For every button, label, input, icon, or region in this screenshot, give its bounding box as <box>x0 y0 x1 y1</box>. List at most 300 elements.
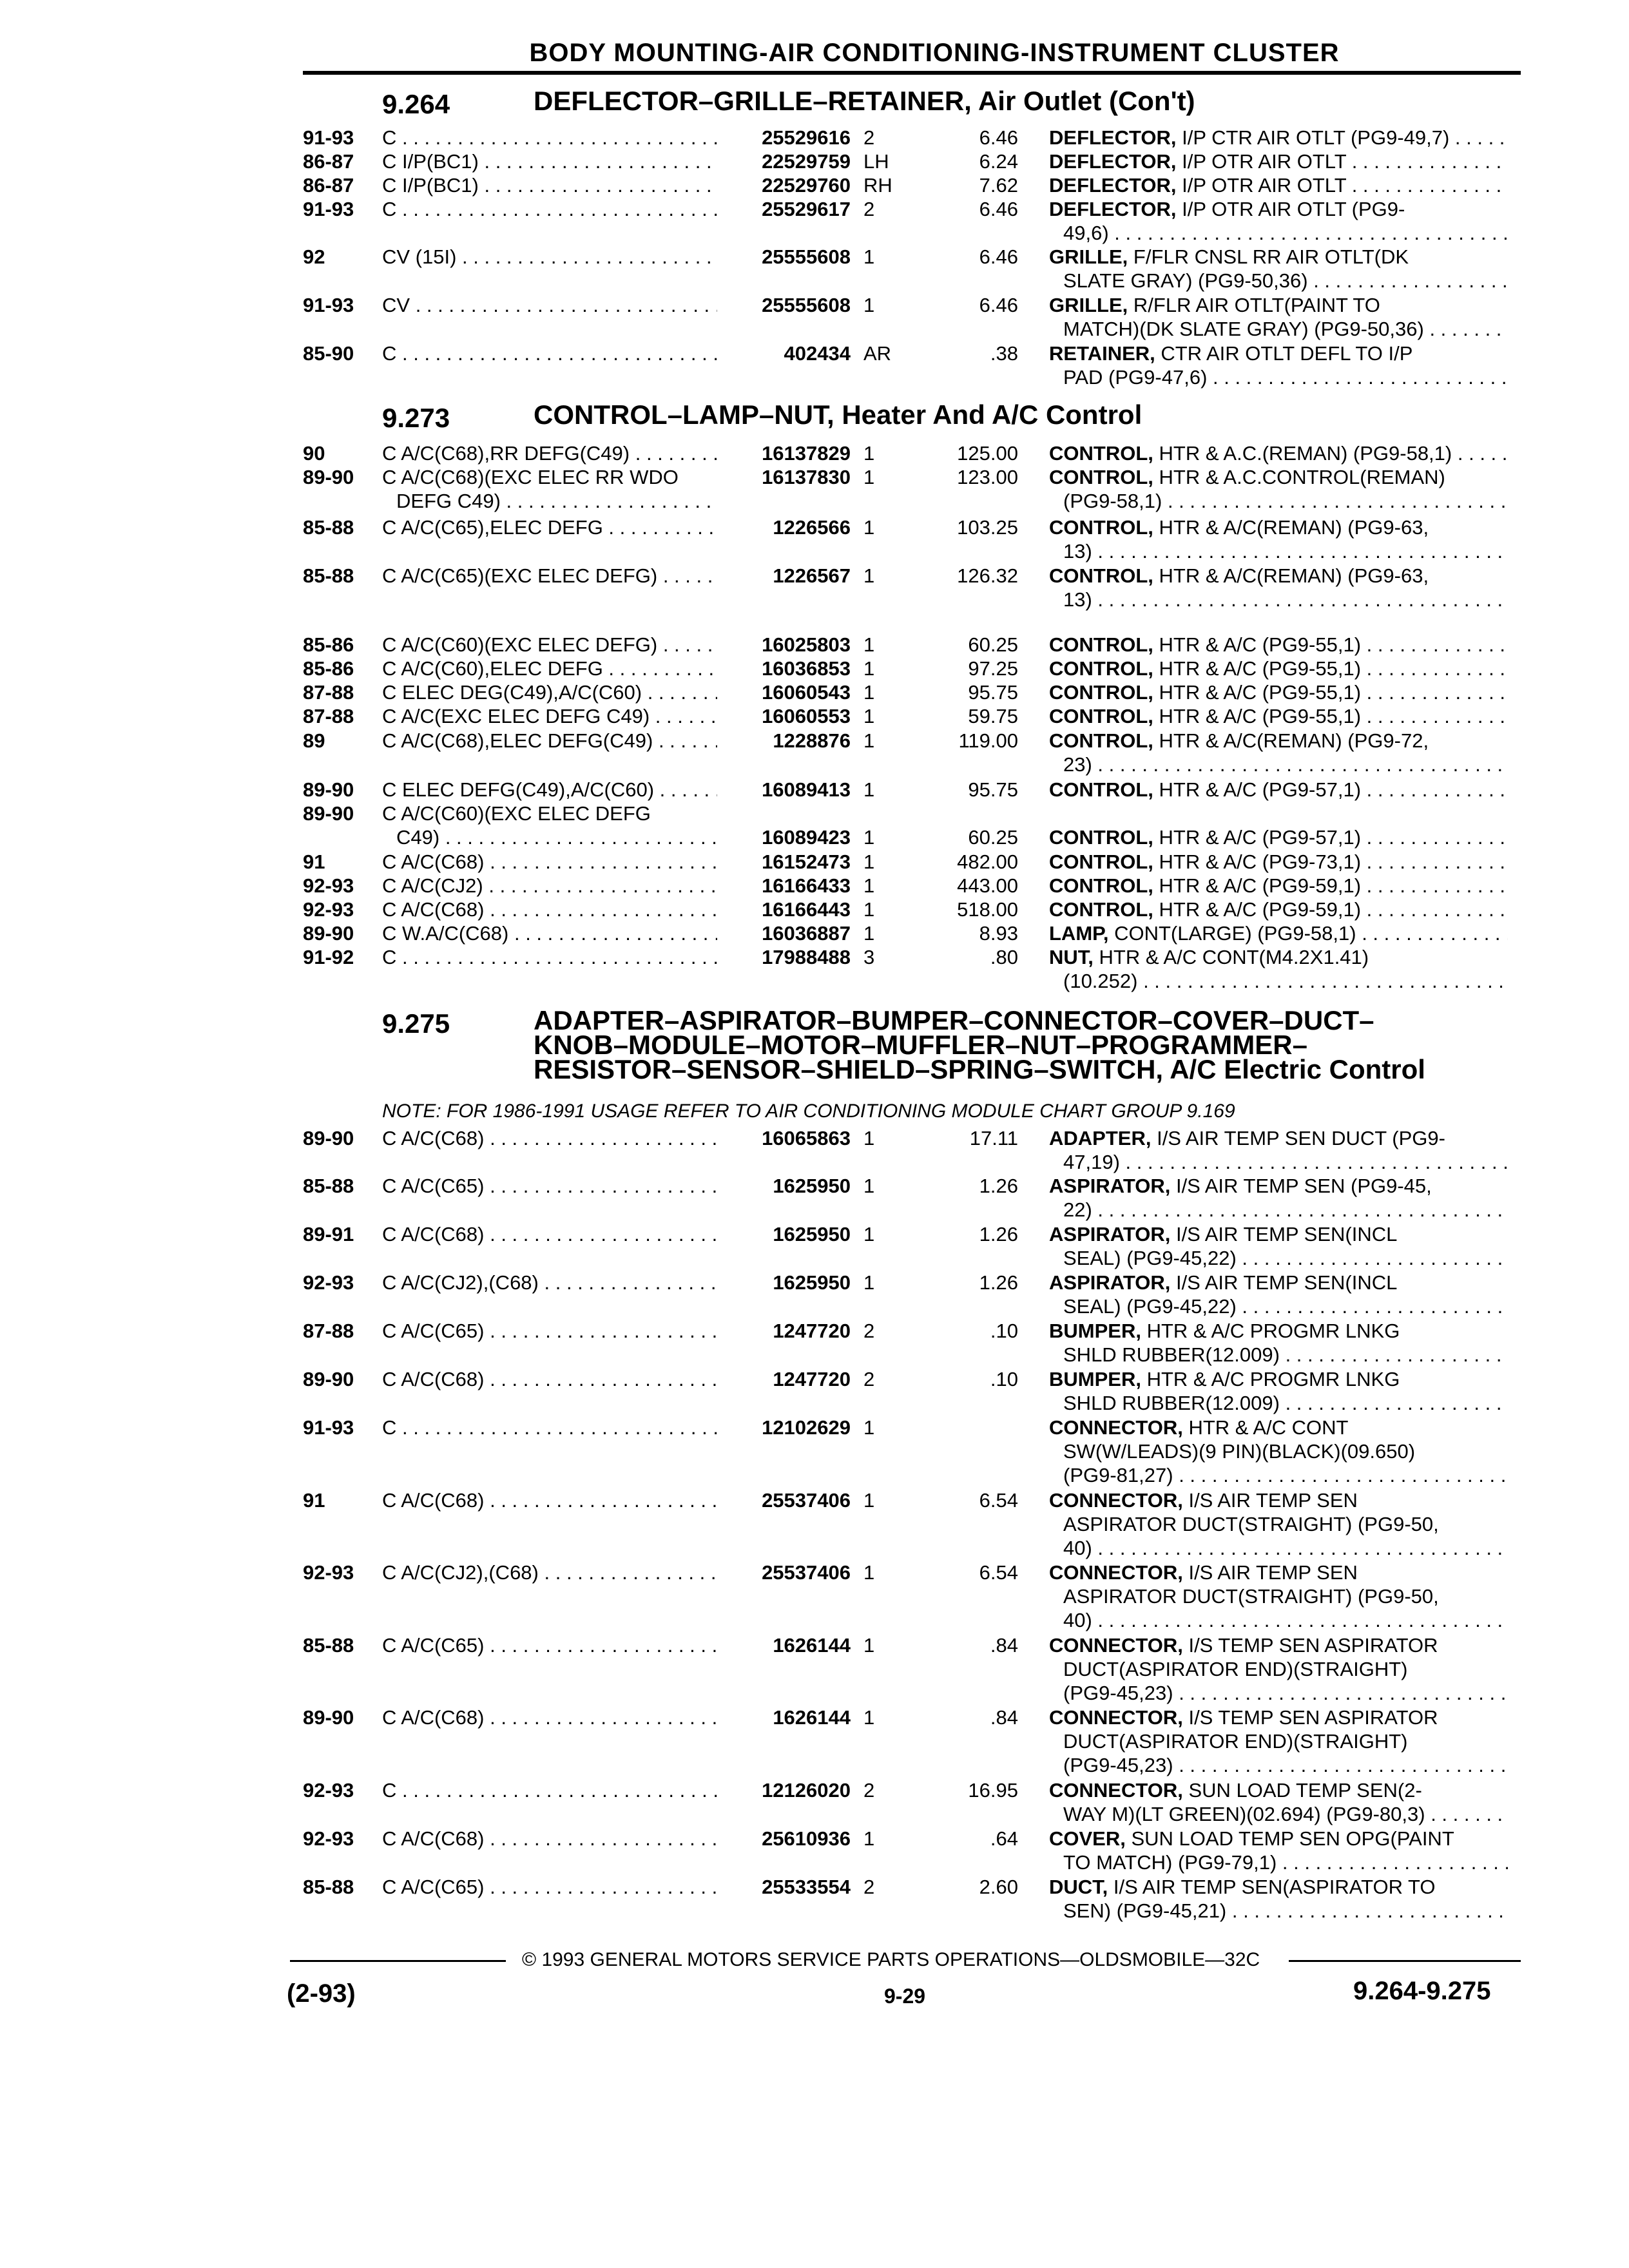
model-years: 92 <box>303 245 325 268</box>
application-line <box>382 704 717 728</box>
application <box>382 921 717 945</box>
application <box>382 197 717 221</box>
part-name: RETAINER, <box>1049 342 1155 365</box>
application-line <box>382 245 717 269</box>
application <box>382 341 717 365</box>
application-text: C <box>382 946 397 968</box>
application <box>382 1416 717 1439</box>
part-number: 16036887 <box>762 922 851 945</box>
description <box>1049 465 1508 513</box>
description-line <box>1049 921 1508 945</box>
price: 482.00 <box>957 850 1018 873</box>
description-text: SW(W/LEADS)(9 PIN)(BLACK)(09.650) <box>1063 1440 1416 1463</box>
application-text: C A/C(EXC ELEC DEFG C49) <box>382 705 650 727</box>
description-line <box>1049 1827 1508 1850</box>
part-name: CONTROL, <box>1049 633 1153 656</box>
model-years: 87-88 <box>303 705 354 727</box>
description <box>1049 850 1508 874</box>
part-name: CONTROL, <box>1049 681 1153 704</box>
application-text: C A/C(C65),ELEC DEFG <box>382 516 603 539</box>
description-line <box>1049 1778 1508 1802</box>
model-years: 91-93 <box>303 126 354 149</box>
description-line <box>1049 1899 1508 1923</box>
application-text: C A/C(C60)(EXC ELEC DEFG <box>382 802 651 825</box>
quantity: 1 <box>863 1634 875 1657</box>
description-line <box>1049 1512 1508 1536</box>
description-text: SEAL) (PG9-45,22) <box>1063 1295 1237 1318</box>
description-text: SHLD RUBBER(12.009) <box>1063 1392 1280 1414</box>
leader-dots <box>642 681 717 704</box>
leader-dots <box>1361 826 1508 849</box>
description <box>1049 1319 1508 1367</box>
part-name: LAMP, <box>1049 922 1109 945</box>
description-text: HTR & A/C PROGMR LNKG <box>1146 1368 1400 1390</box>
model-years: 89-90 <box>303 778 354 801</box>
leader-dots <box>484 1223 717 1245</box>
description-line <box>1049 729 1508 753</box>
application <box>382 778 717 802</box>
model-years: 91 <box>303 850 325 873</box>
description <box>1049 1271 1508 1318</box>
leader-dots <box>650 705 717 727</box>
leader-dots <box>484 1876 717 1898</box>
part-name: DUCT, <box>1049 1876 1108 1898</box>
part-number: 25529616 <box>762 126 851 149</box>
part-name: COVER, <box>1049 1827 1126 1850</box>
description-text: 22) <box>1063 1198 1092 1221</box>
leader-dots <box>396 1416 717 1439</box>
application-text: C <box>382 342 397 365</box>
leader-dots <box>1173 1682 1508 1704</box>
part-number: 25529617 <box>762 198 851 220</box>
application-text: C A/C(C68)(EXC ELEC RR WDO <box>382 466 679 488</box>
part-name: DEFLECTOR, <box>1049 174 1177 197</box>
leader-dots <box>1162 490 1508 512</box>
model-years: 92-93 <box>303 1561 354 1584</box>
model-years: 85-86 <box>303 633 354 656</box>
description-line <box>1049 704 1508 728</box>
part-number: 1626144 <box>773 1634 851 1657</box>
quantity: 1 <box>863 729 875 752</box>
part-number: 16137830 <box>762 466 851 488</box>
price: 6.46 <box>979 245 1018 268</box>
application-line <box>382 1827 717 1850</box>
description-text: CTR AIR OTLT DEFL TO I/P <box>1161 342 1413 365</box>
part-name: DEFLECTOR, <box>1049 198 1177 220</box>
model-years: 91-93 <box>303 198 354 220</box>
part-name: CONTROL, <box>1049 564 1153 587</box>
application-line <box>382 1174 717 1198</box>
quantity: 2 <box>863 198 875 220</box>
description-text: DUCT(ASPIRATOR END)(STRAIGHT) <box>1063 1658 1408 1680</box>
application-text: C A/C(C65) <box>382 1634 485 1657</box>
quantity: 1 <box>863 1706 875 1729</box>
application <box>382 657 717 680</box>
description-text: HTR & A/C (PG9-57,1) <box>1159 826 1362 849</box>
description-line <box>1049 173 1508 197</box>
description-text: ASPIRATOR DUCT(STRAIGHT) (PG9-50, <box>1063 1585 1439 1608</box>
application <box>382 126 717 149</box>
price: .84 <box>990 1634 1018 1657</box>
description-line <box>1049 1729 1508 1753</box>
model-years: 85-88 <box>303 516 354 539</box>
price: 2.60 <box>979 1876 1018 1898</box>
part-name: CONTROL, <box>1049 898 1153 921</box>
price: 97.25 <box>968 657 1018 680</box>
description-text: R/FLR AIR OTLT(PAINT TO <box>1133 294 1380 316</box>
description-line <box>1049 778 1508 802</box>
application-line <box>382 898 717 921</box>
price: 1.26 <box>979 1175 1018 1197</box>
quantity: 1 <box>863 874 875 897</box>
application-line <box>382 1222 717 1246</box>
application-text: C A/C(C65) <box>382 1320 485 1342</box>
leader-dots <box>396 126 717 149</box>
application-text: CV <box>382 294 410 316</box>
description <box>1049 1875 1508 1923</box>
description-text: I/P OTR AIR OTLT (PG9- <box>1182 198 1405 220</box>
application-line <box>382 657 717 680</box>
part-number: 16065863 <box>762 1127 851 1149</box>
description-line <box>1049 1488 1508 1512</box>
description-text: I/S AIR TEMP SEN(ASPIRATOR TO <box>1113 1876 1436 1898</box>
description-text: I/P OTR AIR OTLT <box>1182 150 1347 173</box>
quantity: 1 <box>863 1489 875 1512</box>
description-text: (10.252) <box>1063 970 1138 992</box>
application-line <box>382 778 717 802</box>
quantity: 1 <box>863 1827 875 1850</box>
quantity: 3 <box>863 946 875 968</box>
application-line <box>382 564 717 588</box>
part-number: 1625950 <box>773 1175 851 1197</box>
application-text: C <box>382 1416 397 1439</box>
application <box>382 850 717 874</box>
description-line <box>1049 1319 1508 1343</box>
quantity: 1 <box>863 516 875 539</box>
description-line <box>1049 149 1508 173</box>
model-years: 91-92 <box>303 946 354 968</box>
part-number: 16152473 <box>762 850 851 873</box>
description <box>1049 293 1508 341</box>
application <box>382 293 717 317</box>
model-years: 89-90 <box>303 802 354 825</box>
application <box>382 1174 717 1198</box>
page-title: BODY MOUNTING-AIR CONDITIONING-INSTRUMENT CLUSTER <box>529 39 1340 67</box>
application-line <box>382 729 717 753</box>
application-text: C A/C(C60)(EXC ELEC DEFG) <box>382 633 658 656</box>
footer-copyright: © 1993 GENERAL MOTORS SERVICE PARTS OPERATIONS—OLDSMOBILE—32C <box>522 1949 1260 1970</box>
part-number: 1625950 <box>773 1271 851 1294</box>
application-line <box>382 1319 717 1343</box>
description-text: ASPIRATOR DUCT(STRAIGHT) (PG9-50, <box>1063 1513 1439 1535</box>
footer-page-number: 9-29 <box>884 1984 926 2008</box>
description-line <box>1049 1416 1508 1439</box>
part-number: 25610936 <box>762 1827 851 1850</box>
model-years: 92-93 <box>303 898 354 921</box>
part-name: GRILLE, <box>1049 294 1128 316</box>
model-years: 87-88 <box>303 681 354 704</box>
application-text: C A/C(C65) <box>382 1876 485 1898</box>
part-name: DEFLECTOR, <box>1049 150 1177 173</box>
description-text: HTR & A/C (PG9-55,1) <box>1159 705 1362 727</box>
price: 6.46 <box>979 126 1018 149</box>
application-line <box>382 293 717 317</box>
description-line <box>1049 441 1508 465</box>
leader-dots <box>484 1368 717 1390</box>
leader-dots <box>484 1706 717 1729</box>
description <box>1049 633 1508 657</box>
part-number: 402434 <box>784 342 851 365</box>
leader-dots <box>483 874 717 897</box>
quantity: RH <box>863 174 892 197</box>
application-line <box>382 802 717 825</box>
description-text: SEN) (PG9-45,21) <box>1063 1899 1227 1922</box>
application-text: C <box>382 1779 397 1802</box>
description <box>1049 1827 1508 1874</box>
description-line <box>1049 1271 1508 1294</box>
description-line <box>1049 1875 1508 1899</box>
description-line <box>1049 269 1508 293</box>
price: .38 <box>990 342 1018 365</box>
description-line <box>1049 1584 1508 1608</box>
application-text: C A/C(C68) <box>382 1223 485 1245</box>
leader-dots <box>1120 1151 1508 1173</box>
leader-dots <box>1207 366 1508 389</box>
application-text: C A/C(C68) <box>382 898 485 921</box>
leader-dots <box>1237 1247 1508 1269</box>
price: 119.00 <box>958 729 1018 752</box>
application-text: C ELEC DEFG(C49),A/C(C60) <box>382 778 655 801</box>
leader-dots <box>603 516 717 539</box>
price: 1.26 <box>979 1271 1018 1294</box>
description-text: HTR & A/C (PG9-55,1) <box>1159 657 1362 680</box>
description-text: CONT(LARGE) (PG9-58,1) <box>1114 922 1356 945</box>
application-text: C A/C(C60),ELEC DEFG <box>382 657 603 680</box>
application-text: C A/C(C68) <box>382 1127 485 1149</box>
description-text: 13) <box>1063 588 1092 611</box>
quantity: 1 <box>863 294 875 316</box>
description-text: I/S AIR TEMP SEN(INCL <box>1175 1271 1398 1294</box>
description-text: PAD (PG9-47,6) <box>1063 366 1208 389</box>
leader-dots <box>630 442 717 465</box>
price: 6.24 <box>979 150 1018 173</box>
leader-dots <box>1092 1198 1508 1221</box>
description-text: MATCH)(DK SLATE GRAY) (PG9-50,36) <box>1063 318 1424 340</box>
part-name: CONTROL, <box>1049 442 1153 465</box>
model-years: 85-86 <box>303 657 354 680</box>
description-line <box>1049 1753 1508 1777</box>
price: 6.54 <box>979 1489 1018 1512</box>
section-title: KNOB–MODULE–MOTOR–MUFFLER–NUT–PROGRAMMER– <box>534 1030 1307 1060</box>
part-name: CONNECTOR, <box>1049 1489 1183 1512</box>
description-text: HTR & A/C (PG9-59,1) <box>1159 874 1362 897</box>
section-title: ADAPTER–ASPIRATOR–BUMPER–CONNECTOR–COVER–DUCT– <box>534 1005 1374 1035</box>
application <box>382 1778 717 1802</box>
quantity: 2 <box>863 1876 875 1898</box>
description-text: HTR & A/C(REMAN) (PG9-72, <box>1159 729 1429 752</box>
model-years: 89-91 <box>303 1223 354 1245</box>
description-line <box>1049 341 1508 365</box>
description-text: HTR & A.C.(REMAN) (PG9-58,1) <box>1159 442 1452 465</box>
description-text: HTR & A/C CONT <box>1188 1416 1349 1439</box>
description-line <box>1049 1294 1508 1318</box>
application <box>382 1633 717 1657</box>
price: .80 <box>990 946 1018 968</box>
application-line <box>382 126 717 149</box>
part-name: CONTROL, <box>1049 657 1153 680</box>
model-years: 89-90 <box>303 1706 354 1729</box>
part-number: 1247720 <box>773 1320 851 1342</box>
description-text: HTR & A/C (PG9-59,1) <box>1159 898 1362 921</box>
application <box>382 633 717 657</box>
application-line <box>382 1706 717 1729</box>
description-line <box>1049 1850 1508 1874</box>
leader-dots <box>484 1320 717 1342</box>
application-line <box>382 441 717 465</box>
model-years: 91-93 <box>303 1416 354 1439</box>
application <box>382 1271 717 1294</box>
description-line <box>1049 1657 1508 1681</box>
application-line <box>382 1126 717 1150</box>
description-line <box>1049 680 1508 704</box>
description <box>1049 341 1508 389</box>
application-text: C A/C(CJ2),(C68) <box>382 1271 539 1294</box>
price: 125.00 <box>957 442 1018 465</box>
description <box>1049 441 1508 465</box>
description-text: HTR & A/C (PG9-57,1) <box>1159 778 1362 801</box>
description-text: 13) <box>1063 540 1092 562</box>
application <box>382 802 717 849</box>
part-name: CONNECTOR, <box>1049 1706 1183 1729</box>
quantity: 2 <box>863 1779 875 1802</box>
model-years: 86-87 <box>303 174 354 197</box>
description-text: I/S TEMP SEN ASPIRATOR <box>1188 1706 1438 1729</box>
leader-dots <box>508 922 717 945</box>
description-line <box>1049 197 1508 221</box>
leader-dots <box>396 198 717 220</box>
leader-dots <box>1361 633 1508 656</box>
model-years: 85-90 <box>303 342 354 365</box>
section-number: 9.273 <box>382 403 450 433</box>
part-number: 1228876 <box>773 729 851 752</box>
leader-dots <box>484 1634 717 1657</box>
application <box>382 945 717 969</box>
description-line <box>1049 515 1508 539</box>
part-number: 16025803 <box>762 633 851 656</box>
part-name: CONTROL, <box>1049 826 1153 849</box>
description-text: SHLD RUBBER(12.009) <box>1063 1343 1280 1366</box>
quantity: 1 <box>863 681 875 704</box>
description-text: I/S AIR TEMP SEN <box>1188 1489 1358 1512</box>
application <box>382 441 717 465</box>
application-line <box>382 1488 717 1512</box>
price: 60.25 <box>968 633 1018 656</box>
description <box>1049 1778 1508 1826</box>
leader-dots <box>1277 1851 1508 1874</box>
description <box>1049 1561 1508 1632</box>
model-years: 92-93 <box>303 1271 354 1294</box>
description <box>1049 1222 1508 1270</box>
description-line <box>1049 317 1508 341</box>
description-text: SEAL) (PG9-45,22) <box>1063 1247 1237 1269</box>
leader-dots <box>1173 1464 1508 1486</box>
part-number: 12126020 <box>762 1779 851 1802</box>
description-line <box>1049 465 1508 489</box>
application-text: C I/P(BC1) <box>382 150 479 173</box>
part-name: CONNECTOR, <box>1049 1561 1183 1584</box>
price: .10 <box>990 1368 1018 1390</box>
description <box>1049 1126 1508 1174</box>
part-number: 1226567 <box>773 564 851 587</box>
description <box>1049 945 1508 993</box>
description <box>1049 874 1508 898</box>
application-text: C49) <box>396 826 440 849</box>
section-title: RESISTOR–SENSOR–SHIELD–SPRING–SWITCH, A/C Electric Control <box>534 1054 1425 1084</box>
description-line <box>1049 1126 1508 1150</box>
model-years: 91 <box>303 1489 325 1512</box>
description-text: HTR & A.C.CONTROL(REMAN) <box>1159 466 1445 488</box>
part-number: 25555608 <box>762 294 851 316</box>
description <box>1049 149 1508 173</box>
application-line <box>382 1271 717 1294</box>
description <box>1049 704 1508 728</box>
description-line <box>1049 1246 1508 1270</box>
footer-date-code: (2-93) <box>287 1979 356 2008</box>
description-text: DUCT(ASPIRATOR END)(STRAIGHT) <box>1063 1730 1408 1753</box>
description <box>1049 1488 1508 1560</box>
description <box>1049 126 1508 149</box>
quantity: 1 <box>863 442 875 465</box>
description <box>1049 1706 1508 1777</box>
application-line <box>382 341 717 365</box>
part-number: 16089413 <box>762 778 851 801</box>
application <box>382 1561 717 1584</box>
description-line <box>1049 898 1508 921</box>
description-text: I/S TEMP SEN ASPIRATOR <box>1188 1634 1438 1657</box>
application <box>382 1319 717 1343</box>
description-line <box>1049 245 1508 269</box>
application-text: CV (15I) <box>382 245 457 268</box>
model-years: 92-93 <box>303 1827 354 1850</box>
part-number: 1247720 <box>773 1368 851 1390</box>
leader-dots <box>484 898 717 921</box>
part-number: 16137829 <box>762 442 851 465</box>
price: 518.00 <box>957 898 1018 921</box>
description-line <box>1049 489 1508 513</box>
leader-dots <box>1137 970 1508 992</box>
application-line <box>382 825 717 849</box>
description <box>1049 245 1508 293</box>
description-text: HTR & A/C(REMAN) (PG9-63, <box>1159 516 1429 539</box>
application-text: C A/C(C65)(EXC ELEC DEFG) <box>382 564 658 587</box>
application-text: C <box>382 198 397 220</box>
quantity: 1 <box>863 657 875 680</box>
application-line <box>382 850 717 874</box>
part-name: ASPIRATOR, <box>1049 1175 1171 1197</box>
leader-dots <box>657 633 717 656</box>
leader-dots <box>1173 1754 1508 1776</box>
part-number: 16166443 <box>762 898 851 921</box>
price: 95.75 <box>968 778 1018 801</box>
part-number: 17988488 <box>762 946 851 968</box>
quantity: 2 <box>863 1368 875 1390</box>
description <box>1049 197 1508 245</box>
quantity: 1 <box>863 245 875 268</box>
part-name: CONTROL, <box>1049 729 1153 752</box>
price: 6.46 <box>979 198 1018 220</box>
leader-dots <box>1226 1899 1508 1922</box>
leader-dots <box>501 490 717 512</box>
